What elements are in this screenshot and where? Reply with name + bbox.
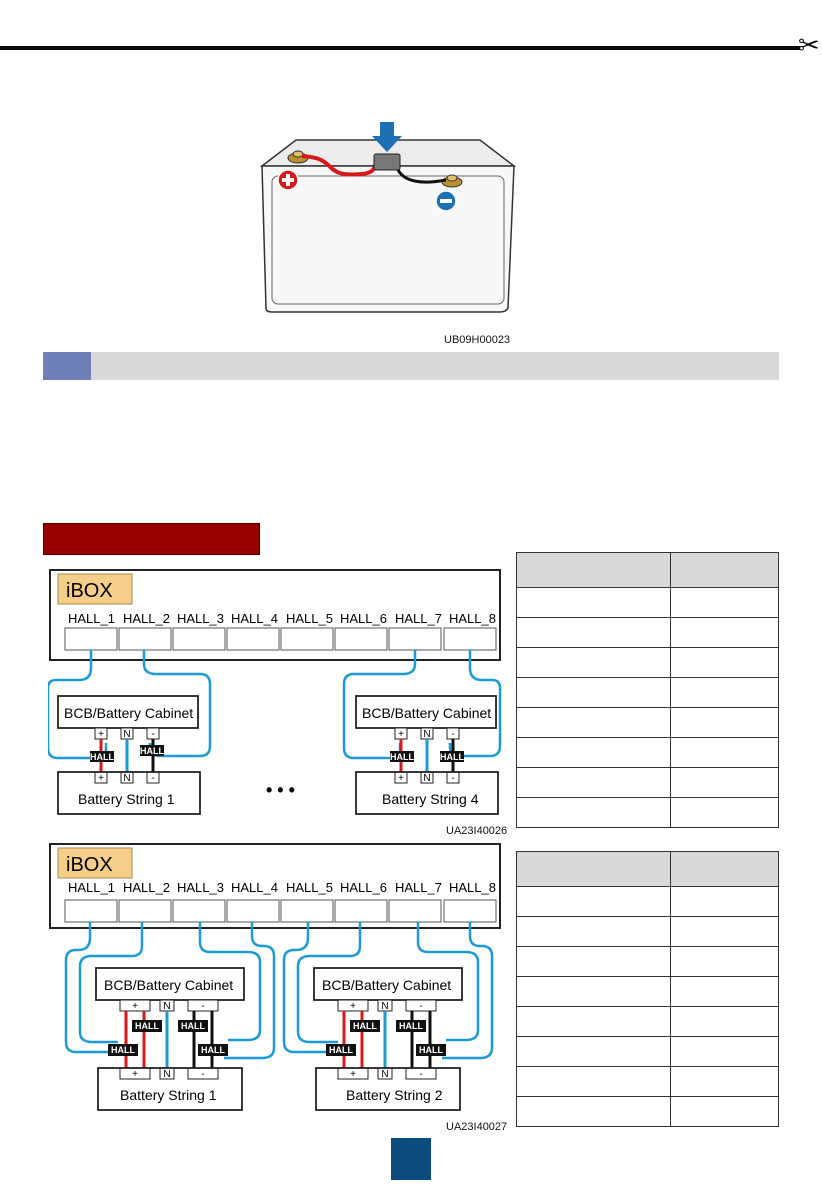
terminal-blocks-right-string: [338, 1068, 436, 1080]
connector: [374, 154, 400, 170]
terminal-label: -: [151, 729, 155, 740]
minus-icon: [436, 191, 456, 211]
table-row: [517, 1037, 779, 1067]
terminal-label: N: [163, 1069, 171, 1080]
terminal-label: N: [123, 773, 131, 784]
section-marker: [43, 352, 91, 380]
hall-label: HALL_2: [123, 611, 170, 626]
battery-illustration: [250, 118, 525, 350]
terminal-blocks-right: [338, 1000, 436, 1012]
terminal-label: +: [350, 1069, 356, 1080]
battery-string-label: Battery String 4: [382, 791, 479, 807]
table-row: [517, 708, 779, 738]
hall-label: HALL_8: [449, 611, 496, 626]
terminal-label: N: [381, 1001, 389, 1012]
table-row: [517, 768, 779, 798]
hall-sensor-label: HALL: [353, 1021, 377, 1031]
terminal-label: -: [451, 773, 455, 784]
hall-label: HALL_6: [340, 880, 387, 895]
bcb-cabinet-label: BCB/Battery Cabinet: [104, 977, 234, 993]
table-row: [517, 618, 779, 648]
hall-label: HALL_2: [123, 880, 170, 895]
hall-label: HALL_7: [395, 880, 442, 895]
hall-sensor-label: HALL: [111, 1045, 135, 1055]
terminal-label: +: [350, 1001, 356, 1012]
hall-sensor-label: HALL: [181, 1021, 205, 1031]
terminal-label: -: [419, 1001, 423, 1012]
hall-label: HALL_7: [395, 611, 442, 626]
table-row: [517, 738, 779, 768]
table-row: [517, 1097, 779, 1127]
hall-sensor-label: HALL: [135, 1021, 159, 1031]
hall-label: HALL_5: [286, 611, 333, 626]
hall-sensor-label: HALL: [329, 1045, 353, 1055]
hall-ports: [65, 900, 496, 922]
ellipsis: • • •: [266, 780, 295, 800]
hall-sensor-label: HALL: [419, 1045, 443, 1055]
terminal-label: +: [398, 773, 404, 784]
terminal-blocks-left-string: [95, 772, 159, 784]
wiring-diagram-1: [48, 568, 504, 824]
hall-label: HALL_3: [177, 611, 224, 626]
table-row: [517, 887, 779, 917]
hall-ports: [65, 628, 496, 650]
hall-sensor-label: HALL: [90, 752, 114, 762]
hall-label: HALL_6: [340, 611, 387, 626]
terminal-label: -: [419, 1069, 423, 1080]
hall-label: HALL_5: [286, 880, 333, 895]
table-row: [517, 648, 779, 678]
hall-sensor-label: HALL: [390, 752, 414, 762]
battery-string-label: Battery String 1: [120, 1087, 217, 1103]
table-row: [517, 1067, 779, 1097]
hall-label: HALL_3: [177, 880, 224, 895]
table-1: [516, 552, 779, 828]
wiring-diagram-2: [48, 842, 504, 1114]
hall-label: HALL_4: [231, 611, 278, 626]
table-row: [517, 678, 779, 708]
diagram1-figure-code: UA23I40026: [446, 825, 508, 837]
hall-label: HALL_4: [231, 880, 278, 895]
terminal-blocks-left: [120, 1000, 218, 1012]
wires-left: [126, 1011, 212, 1068]
terminal-label: N: [423, 729, 431, 740]
terminal-label: +: [132, 1001, 138, 1012]
section-bar: [43, 352, 779, 380]
hall-label: HALL_1: [68, 880, 115, 895]
table-header-row: [517, 852, 779, 887]
table-row: [517, 947, 779, 977]
terminal-label: +: [132, 1069, 138, 1080]
terminal-label: -: [451, 729, 455, 740]
terminal-label: +: [98, 729, 104, 740]
terminal-label: +: [98, 773, 104, 784]
table-header-row: [517, 553, 779, 588]
wires-right: [344, 1011, 430, 1068]
terminal-label: +: [398, 729, 404, 740]
hall-label: HALL_1: [68, 611, 115, 626]
terminal-blocks-left-string: [120, 1068, 218, 1080]
terminal-label: N: [381, 1069, 389, 1080]
terminal-label: N: [163, 1001, 171, 1012]
table-row: [517, 917, 779, 947]
hall-sensor-label: HALL: [399, 1021, 423, 1031]
plus-icon: [278, 170, 298, 190]
hall-sensor-label: HALL: [440, 752, 464, 762]
scissors-icon: ✂: [798, 31, 820, 61]
ibox-label: iBOX: [66, 854, 113, 876]
terminal-blocks-right: [395, 728, 459, 740]
terminal-label: N: [123, 729, 131, 740]
battery-string-label: Battery String 1: [78, 791, 175, 807]
terminal-blocks-right-string: [395, 772, 459, 784]
terminal-blocks-left: [95, 728, 159, 740]
battery-body: [262, 166, 514, 312]
hall-label: HALL_8: [449, 880, 496, 895]
terminal-label: N: [423, 773, 431, 784]
battery-figure-code: UB09H00023: [444, 334, 511, 346]
table-row: [517, 977, 779, 1007]
bcb-cabinet-label: BCB/Battery Cabinet: [362, 705, 492, 721]
terminal-label: -: [151, 773, 155, 784]
bcb-cabinet-label: BCB/Battery Cabinet: [64, 705, 194, 721]
ibox-label: iBOX: [66, 580, 113, 602]
hall-sensor-label: HALL: [201, 1045, 225, 1055]
terminal-label: -: [201, 1001, 205, 1012]
page-number-box: [391, 1138, 431, 1180]
bcb-cabinet-label: BCB/Battery Cabinet: [322, 977, 452, 993]
table-row: [517, 798, 779, 828]
red-banner: [43, 523, 260, 555]
battery-string-label: Battery String 2: [346, 1087, 443, 1103]
table-2: [516, 851, 779, 1127]
diagram2-figure-code: UA23I40027: [446, 1121, 508, 1133]
terminal-label: -: [201, 1069, 205, 1080]
table-row: [517, 1007, 779, 1037]
hall-sensor-label: HALL: [140, 746, 164, 756]
table-row: [517, 588, 779, 618]
cut-line: [0, 46, 800, 50]
